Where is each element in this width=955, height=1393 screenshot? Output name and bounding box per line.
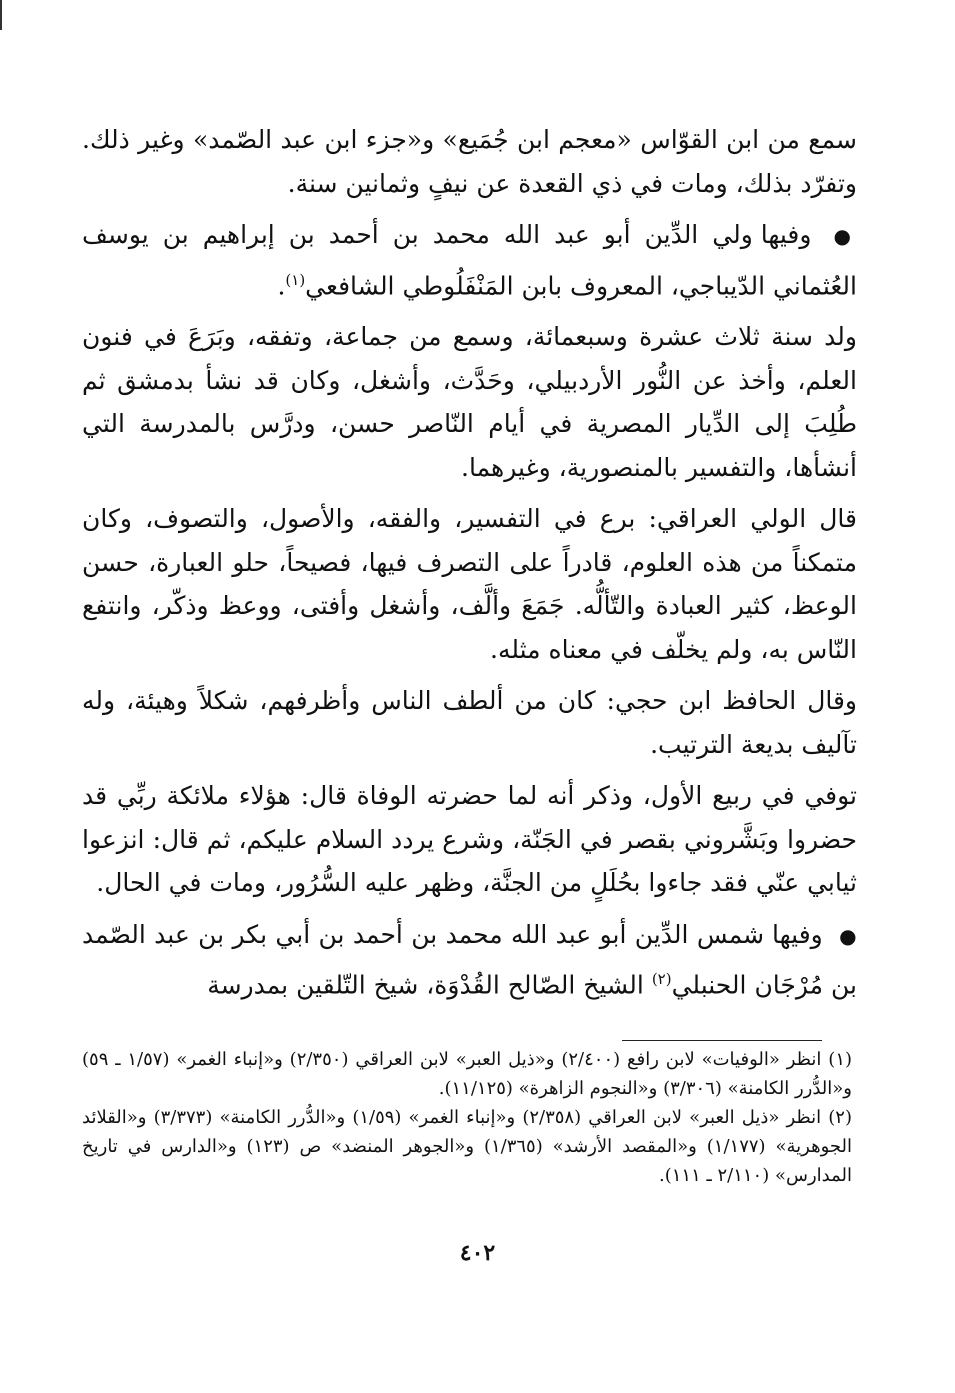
paragraph-3: ولد سنة ثلاث عشرة وسبعمائة، وسمع من جماعة، وتفقه، وبَرَعَ في فنون العلم، وأخذ عن النُّور الأردبيلي، وحَدَّث، وأشغل، وكان قد نشأ بدمشق ثم طُلِبَ إلى الدِّيار المصرية في أيام النّاصر حسن، ودرَّس بالمدرسة التي أنشأها، والتفسير بالمنصورية، وغيرهما. xyxy=(82,322,857,482)
paragraph-7-text: وفيها شمس الدِّين أبو عبد الله محمد بن أحمد بن أبي بكر بن عبد الصّمد بن مُرْجَان الحنبلي xyxy=(82,919,857,1000)
paragraph-2-end: . xyxy=(277,270,286,300)
paragraph-7 xyxy=(82,913,857,1007)
paragraph-6: توفي في ربيع الأول، وذكر أنه لما حضرته الوفاة قال: هؤلاء ملائكة ربِّي قد حضروا وبَشَّروني بقصر في الجَنّة، وشرع يردد السلام عليكم، ثم قال: انزعوا ثيابي عنّي فقد جاءوا بحُلَلٍ من الجنَّة، وظهر عليه السُّرُور، ومات في الحال. xyxy=(82,781,857,898)
footnote-ref-2[interactable]: (٢) xyxy=(651,970,672,989)
footnote-ref-1[interactable]: (١) xyxy=(285,270,306,289)
main-text xyxy=(82,118,857,1015)
footnote-1: (١) انظر «الوفيات» لابن رافع (٢/٤٠٠) و«ذيل العبر» لابن العراقي (٢/٣٥٠) و«إنباء الغمر» (١/٥٧ ـ ٥٩) و«الدُّرر الكامنة» (٣/٣٠٦) و«النجوم الزاهرة» (١١/١٢٥). xyxy=(82,1049,853,1099)
page-number: ٤٠٢ xyxy=(459,1240,496,1266)
footnote-divider xyxy=(622,1040,822,1041)
paragraph-2 xyxy=(82,213,857,307)
paragraph-1: سمع من ابن القوّاس «معجم ابن جُمَيع» و«جزء ابن عبد الصّمد» وغير ذلك. وتفرّد بذلك، ومات في ذي القعدة عن نيفٍ وثمانين سنة. xyxy=(82,125,857,198)
footnotes xyxy=(82,1045,852,1190)
bullet-icon: ● xyxy=(839,923,857,948)
bullet-icon: ● xyxy=(833,224,858,248)
paragraph-4: قال الولي العراقي: برع في التفسير، والفقه، والأصول، والتصوف، وكان متمكناً من هذه العلوم، قادراً على التصرف فيها، فصيحاً، حلو العبارة، حسن الوعظ، كثير العبادة والتّألُّه. جَمَعَ وألَّف، وأشغل وأفتى، ووعظ وذكّر، وانتفع النّاس به، ولم يخلّف في معناه مثله. xyxy=(82,504,857,664)
paragraph-7-end: الشيخ الصّالح القُدْوَة، شيخ التّلقين بمدرسة xyxy=(207,970,644,1000)
footnote-2: (٢) انظر «ذيل العبر» لابن العراقي (٢/٣٥٨) و«إنباء الغمر» (١/٥٩) و«الدُّرر الكامنة» (٣/٣٧٣) و«القلائد الجوهرية» (١/١٧٧) و«المقصد الأرشد» (١/٣٦٥) و«الجوهر المنضد» ص (١٢٣) و«الدارس في تاريخ المدارس» (٢/١١٠ ـ ١١١). xyxy=(82,1107,852,1186)
paragraph-5: وقال الحافظ ابن حجي: كان من ألطف الناس وأظرفهم، شكلاً وهيئة، وله تآليف بديعة الترتيب. xyxy=(82,686,857,759)
paragraph-2-text: وفيها ولي الدِّين أبو عبد الله محمد بن أحمد بن إبراهيم بن يوسف العُثماني الدّيباجي، المعروف بابن المَنْفَلُوطي الشافعي xyxy=(82,220,857,300)
scan-edge-mark xyxy=(0,0,2,30)
